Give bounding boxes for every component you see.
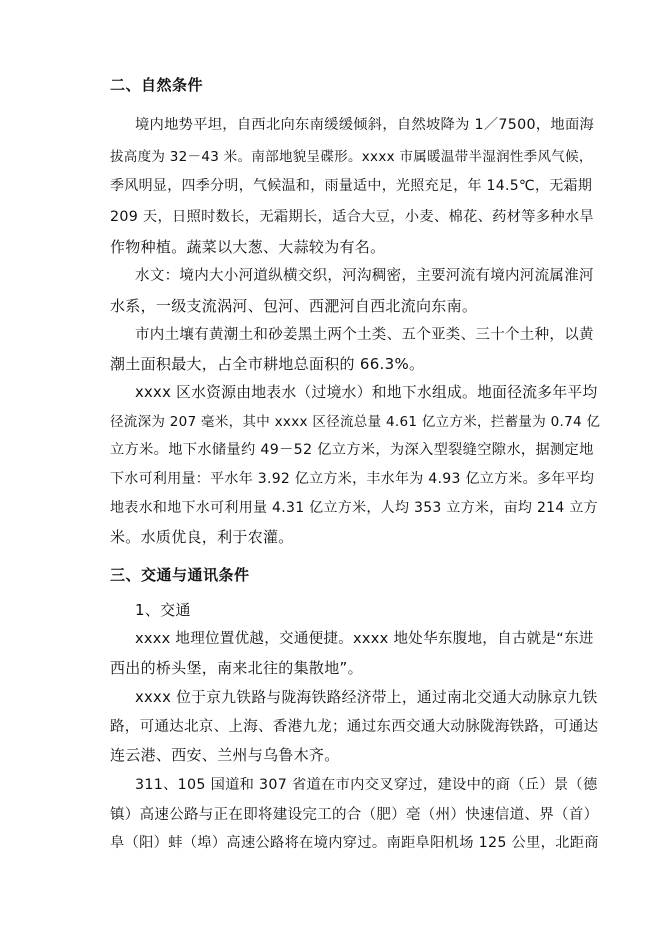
text-line: 米。水质优良，利于农灌。 (110, 528, 294, 546)
section-heading-transport-communication: 三、交通与通讯条件 (110, 566, 250, 584)
text-line: 水系，一级支流涡河、包河、西淝河自西北流向东南。 (110, 297, 478, 315)
text-line: 季风明显，四季分明，气候温和，雨量适中，光照充足，年 14.5℃，无霜期 (110, 178, 593, 194)
text-line: 境内地势平坦，自西北向东南缓缓倾斜，自然坡降为 1／7500，地面海 (135, 117, 595, 133)
text-line: 镇）高速公路与正在即将建设完工的合（肥）亳（州）快速信道、界（首） (110, 807, 599, 823)
text-line: 作物种植。蔬菜以大葱、大蒜较为有名。 (110, 238, 386, 256)
text-line: xxxx 位于京九铁路与陇海铁路经济带上，通过南北交通大动脉京九铁 (135, 689, 598, 706)
subheading-transport: 1、交通 (135, 601, 191, 619)
text-line: 地表水和地下水可利用量 4.31 亿立方米，人均 353 立方米，亩均 214 立方 (110, 500, 598, 516)
text-line: 水文：境内大小河道纵横交织，河沟稠密，主要河流有境内河流属淮河 (135, 268, 594, 284)
section-heading-natural-conditions: 二、自然条件 (110, 76, 204, 94)
text-line: 立方米。地下水储量约 49－52 亿立方米，为深入型裂缝空隙水，据测定地 (110, 442, 594, 458)
text-line: 径流深为 207 毫米，其中 xxxx 区径流总量 4.61 亿立方米，拦蓄量为 0.74 亿 (110, 414, 601, 430)
text-line: 市内土壤有黄潮土和砂姜黑土两个土类、五个亚类、三十个土种，以黄 (135, 327, 594, 343)
text-line: 西出的桥头堡，南来北往的集散地”。 (110, 659, 363, 677)
text-line: xxxx 区水资源由地表水（过境水）和地下水组成。地面径流多年平均 (135, 384, 598, 401)
text-line: 潮土面积最大，占全市耕地总面积的 66.3%。 (110, 355, 425, 373)
text-line: 209 天，日照时数长，无霜期长，适合大豆，小麦、棉花、药材等多种水旱 (110, 209, 594, 225)
text-line: 拔高度为 32－43 米。南部地貌呈碟形。xxxx 市属暖温带半湿润性季风气候， (110, 149, 593, 165)
text-line: 连云港、西安、兰州与乌鲁木齐。 (110, 746, 340, 764)
text-line: 311、105 国道和 307 省道在市内交叉穿过，建设中的商（丘）景（德 (135, 777, 598, 793)
text-line: 路，可通达北京、上海、香港九龙；通过东西交通大动脉陇海铁路，可通达 (110, 719, 599, 735)
text-line: xxxx 地理位置优越，交通便捷。xxxx 地处华东腹地，自古就是“东进 (135, 631, 594, 647)
text-line: 下水可利用量：平水年 3.92 亿立方米，丰水年为 4.93 亿立方米。多年平均 (110, 471, 595, 487)
text-line: 阜（阳）蚌（埠）高速公路将在境内穿过。南距阜阳机场 125 公里，北距商 (110, 835, 599, 851)
